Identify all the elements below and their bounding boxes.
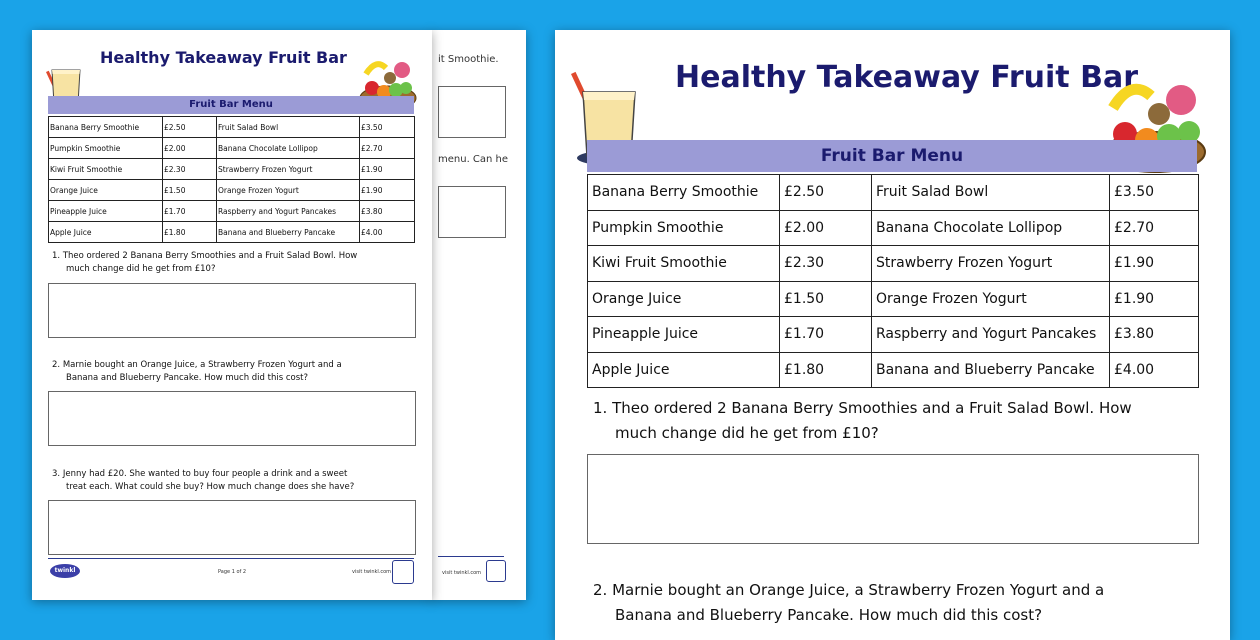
question-number: 3. [52,469,61,479]
question-text: treat each. What could she buy? How much change does she have? [66,482,355,492]
menu-row [588,281,1199,317]
back-footer-line [438,556,504,557]
menu-item: Orange Frozen Yogurt [217,180,360,201]
back-answer-box-2[interactable] [438,186,506,238]
question-text: Jenny had £20. She wanted to buy four people a drink and a sweet [62,469,348,479]
menu-item: Orange Frozen Yogurt [872,281,1110,317]
menu-item: Banana Chocolate Lollipop [872,210,1110,246]
menu-price: £2.50 [780,175,872,211]
answer-box-2[interactable] [48,391,416,446]
footer-line [48,558,414,559]
menu-item: Pineapple Juice [588,317,780,353]
menu-item: Banana and Blueberry Pancake [872,352,1110,388]
menu-item: Banana Berry Smoothie [588,175,780,211]
menu-row [49,138,415,159]
worksheet-title-zoomed: Healthy Takeaway Fruit Bar [675,60,1138,95]
menu-row [49,201,415,222]
menu-row [588,210,1199,246]
menu-item: Pumpkin Smoothie [588,210,780,246]
menu-price: £1.90 [1110,246,1199,282]
menu-price: £2.70 [360,138,415,159]
menu-row [588,352,1199,388]
menu-price: £2.30 [163,159,217,180]
menu-item: Orange Juice [49,180,163,201]
question-2 [52,359,342,385]
menu-item: Apple Juice [49,222,163,243]
question-text: Marnie bought an Orange Juice, a Strawberry Frozen Yogurt and a [62,360,342,370]
menu-item: Banana Chocolate Lollipop [217,138,360,159]
menu-price: £3.80 [1110,317,1199,353]
menu-price: £1.50 [163,180,217,201]
back-page-text-2: menu. Can he [438,154,509,165]
menu-row [588,317,1199,353]
footer-page-label: Page 1 of 2 [218,569,247,575]
menu-header: Fruit Bar Menu [48,96,414,114]
menu-item: Fruit Salad Bowl [872,175,1110,211]
front-worksheet-page [32,30,432,600]
menu-header-zoomed: Fruit Bar Menu [587,140,1197,172]
menu-price: £1.90 [1110,281,1199,317]
question-number: 2. [593,581,608,599]
menu-item: Banana and Blueberry Pancake [217,222,360,243]
menu-row [588,246,1199,282]
menu-row [588,175,1199,211]
menu-item: Strawberry Frozen Yogurt [217,159,360,180]
question-number: 2. [52,360,61,370]
back-answer-box-1[interactable] [438,86,506,138]
question-1 [52,250,357,276]
menu-item: Fruit Salad Bowl [217,117,360,138]
menu-price: £1.70 [163,201,217,222]
question-text: Marnie bought an Orange Juice, a Strawberry Frozen Yogurt and a [612,581,1105,599]
menu-item: Kiwi Fruit Smoothie [588,246,780,282]
menu-item: Banana Berry Smoothie [49,117,163,138]
question-3 [52,468,354,494]
back-footer-badge [486,560,506,582]
answer-box-1-zoomed[interactable] [587,454,1199,544]
question-text: much change did he get from £10? [615,424,879,442]
menu-price: £4.00 [1110,352,1199,388]
menu-item: Strawberry Frozen Yogurt [872,246,1110,282]
worksheet-title: Healthy Takeaway Fruit Bar [100,48,347,67]
menu-row [49,222,415,243]
question-text: Banana and Blueberry Pancake. How much did this cost? [66,373,308,383]
menu-price: £1.70 [780,317,872,353]
menu-table [48,116,415,243]
menu-row [49,180,415,201]
answer-box-3[interactable] [48,500,416,555]
menu-price: £3.50 [360,117,415,138]
question-number: 1. [52,251,61,261]
question-text: Theo ordered 2 Banana Berry Smoothies and a Fruit Salad Bowl. How [612,399,1132,417]
zoomed-worksheet-page [555,30,1230,640]
menu-price: £1.90 [360,159,415,180]
back-page-text-1: it Smoothie. [438,54,499,65]
question-text: much change did he get from £10? [66,264,216,274]
menu-item: Raspberry and Yogurt Pancakes [217,201,360,222]
menu-price: £1.80 [780,352,872,388]
menu-item: Apple Juice [588,352,780,388]
menu-price: £3.50 [1110,175,1199,211]
menu-row [49,159,415,180]
menu-price: £2.00 [163,138,217,159]
menu-table-zoomed [587,174,1199,388]
menu-item: Pineapple Juice [49,201,163,222]
question-1-zoomed [593,396,1132,446]
question-number: 1. [593,399,608,417]
menu-item: Orange Juice [588,281,780,317]
menu-item: Raspberry and Yogurt Pancakes [872,317,1110,353]
menu-price: £1.80 [163,222,217,243]
menu-item: Kiwi Fruit Smoothie [49,159,163,180]
menu-price: £3.80 [360,201,415,222]
question-2-zoomed [593,578,1104,628]
back-worksheet-page [430,30,526,600]
menu-item: Pumpkin Smoothie [49,138,163,159]
menu-price: £2.50 [163,117,217,138]
footer-badge [392,560,414,584]
menu-price: £2.30 [780,246,872,282]
twinkl-logo: twinkl [50,564,80,578]
menu-price: £2.70 [1110,210,1199,246]
menu-price: £1.50 [780,281,872,317]
menu-row [49,117,415,138]
menu-price: £4.00 [360,222,415,243]
menu-price: £2.00 [780,210,872,246]
question-text: Theo ordered 2 Banana Berry Smoothies and a Fruit Salad Bowl. How [62,251,358,261]
footer-site: visit twinkl.com [352,569,392,575]
answer-box-1[interactable] [48,283,416,338]
back-footer-site: visit twinkl.com [442,570,482,576]
menu-price: £1.90 [360,180,415,201]
question-text: Banana and Blueberry Pancake. How much did this cost? [615,606,1043,624]
